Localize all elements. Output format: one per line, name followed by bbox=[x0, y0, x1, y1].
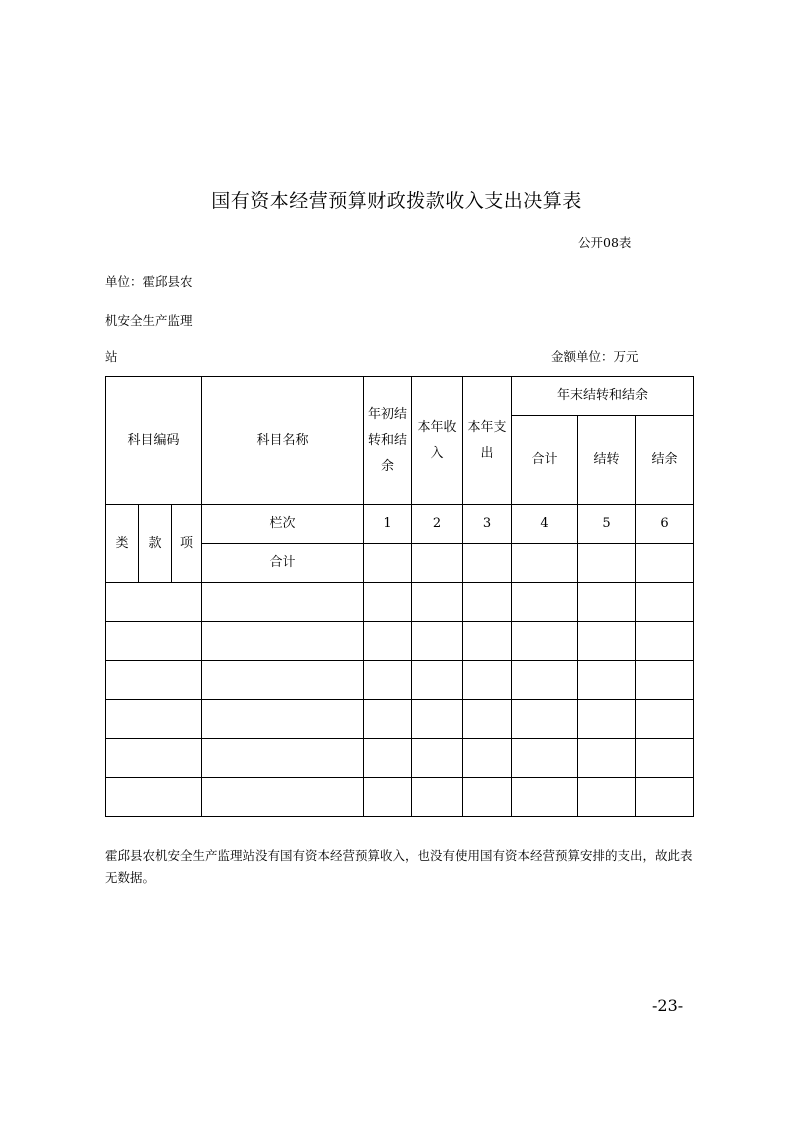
column-number: 2 bbox=[412, 505, 463, 544]
cell bbox=[364, 700, 412, 739]
column-index-label: 栏次 bbox=[202, 505, 364, 544]
cell bbox=[202, 583, 364, 622]
cell bbox=[412, 544, 463, 583]
cell bbox=[636, 622, 694, 661]
cell bbox=[463, 739, 512, 778]
cell bbox=[636, 583, 694, 622]
cell bbox=[412, 622, 463, 661]
cell bbox=[463, 622, 512, 661]
cell bbox=[636, 700, 694, 739]
cell bbox=[636, 661, 694, 700]
cell bbox=[106, 778, 202, 817]
income-header bbox=[412, 377, 463, 505]
cell bbox=[463, 583, 512, 622]
note: 霍邱县农机安全生产监理站没有国有资本经营预算收入，也没有使用国有资本经营预算安排的支出，故此表无数据。 bbox=[105, 848, 693, 885]
year-end-carryover-header: 结转 bbox=[578, 416, 636, 505]
unit-label-line-2: 机安全生产监理 bbox=[105, 313, 193, 328]
cell bbox=[578, 700, 636, 739]
year-end-total-header: 合计 bbox=[512, 416, 578, 505]
header-line: 本年支 bbox=[467, 419, 507, 435]
form-code: 公开08表 bbox=[578, 235, 632, 250]
header-line: 年初结 bbox=[367, 406, 407, 422]
table-row bbox=[106, 583, 694, 622]
budget-table bbox=[105, 376, 694, 817]
cell bbox=[463, 700, 512, 739]
cell bbox=[463, 544, 512, 583]
page-title: 国有资本经营预算财政拨款收入支出决算表 bbox=[211, 190, 582, 212]
year-end-group-header: 年末结转和结余 bbox=[512, 377, 694, 416]
cell bbox=[412, 778, 463, 817]
cell bbox=[364, 583, 412, 622]
cell bbox=[202, 739, 364, 778]
cell bbox=[578, 583, 636, 622]
table-row bbox=[106, 739, 694, 778]
table-row bbox=[106, 661, 694, 700]
cell bbox=[512, 778, 578, 817]
page-number: -23- bbox=[652, 996, 684, 1015]
currency-unit: 金额单位：万元 bbox=[551, 349, 639, 364]
header-line: 出 bbox=[480, 445, 494, 461]
cell bbox=[636, 739, 694, 778]
table-row bbox=[106, 700, 694, 739]
unit-label-line-1: 单位：霍邱县农 bbox=[105, 274, 193, 289]
code-section: 款 bbox=[139, 505, 172, 583]
cell bbox=[106, 700, 202, 739]
cell bbox=[578, 622, 636, 661]
header-line: 余 bbox=[380, 458, 394, 474]
name-header: 科目名称 bbox=[202, 377, 364, 505]
cell bbox=[636, 544, 694, 583]
column-number: 1 bbox=[364, 505, 412, 544]
code-class: 类 bbox=[106, 505, 139, 583]
cell bbox=[106, 661, 202, 700]
expense-header bbox=[463, 377, 512, 505]
cell bbox=[578, 778, 636, 817]
code-item: 项 bbox=[172, 505, 202, 583]
cell bbox=[578, 739, 636, 778]
cell bbox=[202, 622, 364, 661]
cell bbox=[578, 544, 636, 583]
cell bbox=[512, 700, 578, 739]
unit-label-line-3: 站 bbox=[105, 349, 118, 364]
cell bbox=[364, 622, 412, 661]
total-label: 合计 bbox=[202, 544, 364, 583]
opening-balance-header bbox=[364, 377, 412, 505]
cell bbox=[463, 778, 512, 817]
cell bbox=[512, 622, 578, 661]
cell bbox=[202, 700, 364, 739]
table-row bbox=[106, 622, 694, 661]
cell bbox=[202, 661, 364, 700]
cell bbox=[106, 583, 202, 622]
code-header: 科目编码 bbox=[106, 377, 202, 505]
cell bbox=[578, 661, 636, 700]
column-number: 6 bbox=[636, 505, 694, 544]
cell bbox=[202, 778, 364, 817]
cell bbox=[512, 661, 578, 700]
cell bbox=[636, 778, 694, 817]
cell bbox=[106, 622, 202, 661]
cell bbox=[412, 739, 463, 778]
cell bbox=[463, 661, 512, 700]
header-line: 入 bbox=[430, 445, 444, 461]
cell bbox=[364, 778, 412, 817]
cell bbox=[364, 661, 412, 700]
cell bbox=[412, 661, 463, 700]
cell bbox=[512, 544, 578, 583]
year-end-surplus-header: 结余 bbox=[636, 416, 694, 505]
cell bbox=[364, 739, 412, 778]
header-line: 本年收 bbox=[417, 419, 457, 435]
column-number: 3 bbox=[463, 505, 512, 544]
column-number: 4 bbox=[512, 505, 578, 544]
table-row bbox=[106, 778, 694, 817]
cell bbox=[364, 544, 412, 583]
column-number: 5 bbox=[578, 505, 636, 544]
cell bbox=[412, 583, 463, 622]
header-line: 转和结 bbox=[367, 432, 407, 448]
cell bbox=[512, 583, 578, 622]
cell bbox=[412, 700, 463, 739]
cell bbox=[106, 739, 202, 778]
cell bbox=[512, 739, 578, 778]
